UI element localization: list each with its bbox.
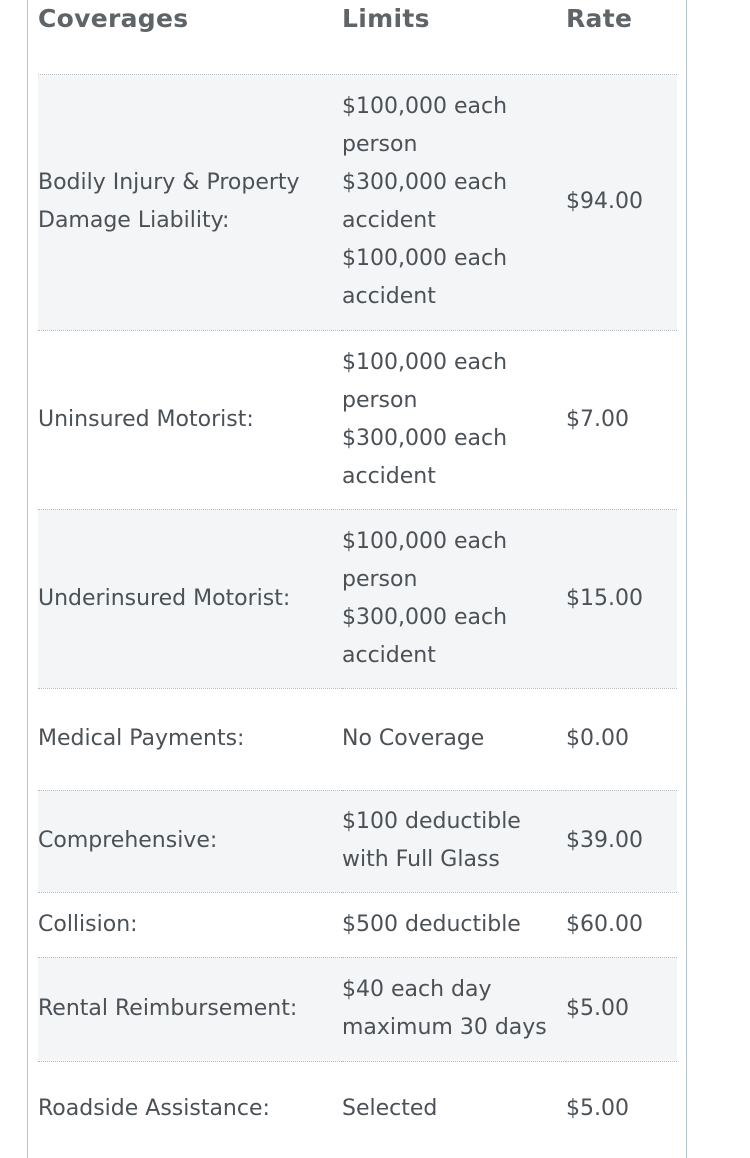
table-row	[38, 790, 677, 892]
table-row	[38, 892, 677, 957]
coverage-table-header	[38, 0, 677, 75]
coverage-rate: $39.00	[566, 790, 677, 892]
coverage-name: Medical Payments:	[38, 688, 342, 790]
limit-line: $300,000 each accident	[342, 425, 508, 489]
limit-line: $100 deductible with Full Glass	[342, 809, 521, 872]
limit-line: No Coverage	[342, 726, 485, 751]
coverage-rate: $15.00	[566, 509, 677, 688]
limit-line: $300,000 each accident	[342, 170, 508, 234]
limit-line: $300,000 each accident	[342, 604, 508, 668]
table-row	[38, 330, 677, 509]
coverage-name: Roadside Assistance:	[38, 1095, 270, 1121]
coverage-name: Bodily Injury & Property Damage Liability:	[38, 75, 342, 330]
coverage-rate: $60.00	[566, 892, 677, 957]
coverage-limits	[342, 1061, 566, 1156]
coverage-rate: $5.00	[566, 1095, 629, 1121]
coverage-table	[38, 75, 677, 1156]
limit-line: Selected	[342, 1095, 438, 1121]
coverage-limits	[342, 892, 566, 957]
table-row	[38, 1061, 677, 1156]
coverage-name: Collision:	[38, 892, 342, 957]
coverage-name: Underinsured Motorist:	[38, 509, 342, 688]
rate-column-header: Rate	[566, 4, 633, 33]
coverage-limits	[342, 957, 566, 1061]
coverages-column-header: Coverages	[38, 4, 189, 33]
coverage-rate: $0.00	[566, 688, 677, 790]
table-row	[38, 688, 677, 790]
limit-line: $40 each day maximum 30 days	[342, 977, 547, 1040]
coverage-rate: $7.00	[566, 330, 677, 509]
coverage-rate: $94.00	[566, 75, 677, 330]
coverage-limits	[342, 509, 566, 688]
coverage-name: Uninsured Motorist:	[38, 330, 342, 509]
table-row	[38, 75, 677, 330]
coverage-name: Rental Reimbursement:	[38, 957, 342, 1061]
table-row	[38, 509, 677, 688]
limits-column-header: Limits	[342, 4, 430, 33]
coverage-rate: $5.00	[566, 957, 677, 1061]
coverage-name: Comprehensive:	[38, 790, 342, 892]
coverage-limits	[342, 688, 566, 790]
coverage-limits	[342, 75, 566, 330]
limit-line: $500 deductible	[342, 911, 521, 937]
coverage-limits	[342, 790, 566, 892]
limit-line: $100,000 each person	[342, 349, 508, 413]
limit-line: $100,000 each person	[342, 528, 508, 592]
limit-line: $100,000 each accident	[342, 246, 508, 310]
coverage-limits	[342, 330, 566, 509]
table-row	[38, 957, 677, 1061]
limit-line: $100,000 each person	[342, 94, 508, 158]
